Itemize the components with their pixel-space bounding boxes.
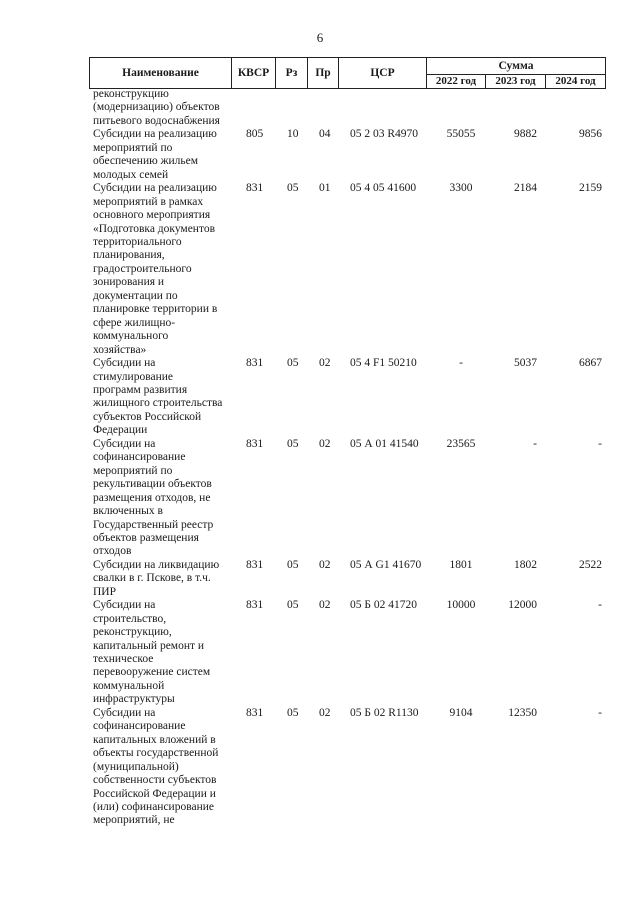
row-sum-2024: 2522 [579, 558, 602, 571]
row-name-line: (модернизацию) объектов [93, 101, 220, 114]
row-name [93, 707, 243, 828]
row-name-line: Субсидии на реализацию [93, 182, 217, 195]
row-pr: 02 [319, 599, 331, 612]
row-name-line: капитальных вложений в [93, 733, 216, 746]
header-pr: Пр [308, 58, 339, 89]
row-sum-2022: 55055 [446, 128, 476, 141]
row-name-line: жилищного строительства [93, 397, 223, 410]
row-sum-2023: 9882 [514, 128, 537, 141]
row-rz: 10 [287, 128, 299, 141]
header-kvsr: КВСР [232, 58, 276, 89]
row-name-line: (или) софинансирование [93, 801, 215, 814]
row-kvsr: 831 [246, 357, 264, 370]
row-name-line: коммунальной [93, 679, 165, 692]
row-name-line: инфраструктуры [93, 693, 175, 706]
header-csr: ЦСР [339, 58, 427, 89]
table-row [0, 357, 640, 438]
row-csr: 05 А 01 41540 [350, 437, 419, 450]
row-name-line: объекты государственной [93, 747, 219, 760]
row-sum-2023: 12000 [508, 599, 537, 612]
row-csr: 05 2 03 R4970 [350, 128, 419, 141]
row-sum-2024: - [598, 706, 602, 719]
table-row [0, 182, 640, 357]
row-sum-2024: 9856 [579, 128, 602, 141]
row-sum-2024: - [598, 437, 602, 450]
row-sum-2022: 23565 [446, 437, 476, 450]
row-sum-2024: 6867 [579, 357, 602, 370]
row-pr: 02 [319, 558, 331, 571]
table-row [0, 599, 640, 707]
row-name-line: молодых семей [93, 168, 169, 181]
table-row [0, 438, 640, 559]
row-rz: 05 [287, 599, 299, 612]
row-kvsr: 831 [246, 182, 264, 195]
row-kvsr: 831 [246, 706, 264, 719]
row-csr: 05 Б 02 R1130 [350, 706, 419, 719]
row-kvsr: 831 [246, 599, 264, 612]
row-sum-2022: - [459, 357, 463, 370]
row-name-line: мероприятий, не [93, 814, 175, 827]
row-name-line: ПИР [93, 585, 117, 598]
row-sum-2023: 5037 [514, 357, 537, 370]
row-name-line: техническое [93, 653, 154, 666]
row-name-line: планировке территории в [93, 303, 218, 316]
row-name-line: субъектов Российской [93, 410, 202, 423]
row-name-line: объектов размещения [93, 531, 199, 544]
row-name-line: включенных в [93, 505, 163, 518]
row-rz: 05 [287, 437, 299, 450]
row-pr: 04 [319, 128, 331, 141]
row-csr: 05 4 F1 50210 [350, 357, 417, 370]
row-name-line: программ развития [93, 383, 188, 396]
row-sum-2022: 9104 [449, 706, 473, 719]
row-name-line: Субсидии на [93, 599, 156, 612]
table-row [0, 128, 640, 182]
row-rz: 05 [287, 182, 299, 195]
row-name-line: Федерации [93, 424, 148, 437]
row-name-line: рекультивации объектов [93, 478, 212, 491]
row-sum-2023: 1802 [514, 558, 537, 571]
table-row [0, 707, 640, 828]
row-name [93, 357, 243, 438]
row-name-line: строительство, [93, 612, 167, 625]
row-name-line: Субсидии на реализацию [93, 128, 217, 141]
row-name-line: Субсидии на ликвидацию [93, 558, 220, 571]
row-name-line: Субсидии на [93, 706, 156, 719]
row-sum-2024: - [598, 599, 602, 612]
row-sum-2024: 2159 [579, 182, 602, 195]
header-sum: Сумма [427, 58, 606, 75]
row-name-line: мероприятий в рамках [93, 195, 204, 208]
row-name-line: реконструкцию, [93, 626, 172, 639]
row-csr: 05 А G1 41670 [350, 558, 422, 571]
header-name: Наименование [90, 58, 232, 89]
row-name-line: зонирования и [93, 276, 165, 289]
row-csr: 05 4 05 41600 [350, 182, 417, 195]
row-name-line: хозяйства» [93, 343, 147, 356]
row-kvsr: 831 [246, 437, 264, 450]
row-name-line: перевооружение систем [93, 666, 211, 679]
row-name-line: реконструкцию [93, 88, 169, 100]
row-name-line: Субсидии на [93, 437, 156, 450]
row-rz: 05 [287, 357, 299, 370]
row-sum-2022: 1801 [449, 558, 473, 571]
header-year-2024: 2024 год [546, 75, 606, 89]
row-kvsr: 831 [246, 558, 264, 571]
row-name-line: софинансирование [93, 720, 186, 733]
table-row [0, 88, 640, 128]
row-name-line: градостроительного [93, 262, 192, 275]
row-rz: 05 [287, 558, 299, 571]
row-name [93, 182, 243, 357]
row-name-line: планирования, [93, 249, 165, 262]
row-pr: 01 [319, 182, 331, 195]
row-name-line: мероприятий по [93, 464, 173, 477]
row-csr: 05 Б 02 41720 [350, 599, 417, 612]
row-sum-2023: 2184 [514, 182, 537, 195]
table-body [0, 88, 640, 828]
row-name-line: размещения отходов, не [93, 491, 211, 504]
header-year-2023: 2023 год [486, 75, 546, 89]
row-name-line: собственности субъектов [93, 774, 217, 787]
table-row [0, 559, 640, 599]
row-pr: 02 [319, 357, 331, 370]
row-name [93, 559, 243, 599]
row-name [93, 88, 243, 128]
page-number: 6 [316, 30, 324, 45]
row-kvsr: 805 [246, 128, 264, 141]
header-year-2022: 2022 год [427, 75, 486, 89]
row-name-line: мероприятий по [93, 141, 173, 154]
row-name-line: софинансирование [93, 451, 186, 464]
row-rz: 05 [287, 706, 299, 719]
row-name-line: капитальный ремонт и [93, 639, 205, 652]
row-pr: 02 [319, 706, 331, 719]
row-name-line: отходов [93, 545, 132, 558]
row-name [93, 128, 243, 182]
row-name-line: стимулирование [93, 370, 173, 383]
row-name-line: Субсидии на [93, 357, 156, 370]
header-rz: Рз [276, 58, 308, 89]
row-name-line: Российской Федерации и [93, 787, 216, 800]
row-name-line: основного мероприятия [93, 209, 211, 222]
row-name-line: Государственный реестр [93, 518, 214, 531]
row-sum-2023: 12350 [508, 706, 537, 719]
row-name-line: (муниципальной) [93, 760, 179, 773]
row-name-line: сфере жилищно- [93, 316, 176, 329]
row-name-line: питьевого водоснабжения [93, 114, 220, 127]
row-name [93, 599, 243, 707]
row-name-line: документации по [93, 289, 178, 302]
row-name-line: свалки в г. Пскове, в т.ч. [93, 572, 211, 585]
row-name-line: «Подготовка документов [93, 222, 216, 235]
row-sum-2023: - [533, 437, 537, 450]
row-name-line: территориального [93, 235, 182, 248]
row-pr: 02 [319, 437, 331, 450]
row-sum-2022: 3300 [449, 182, 473, 195]
row-name [93, 438, 243, 559]
table-header [89, 57, 606, 89]
row-sum-2022: 10000 [446, 599, 476, 612]
row-name-line: обеспечению жильем [93, 155, 199, 168]
row-name-line: коммунального [93, 330, 169, 343]
